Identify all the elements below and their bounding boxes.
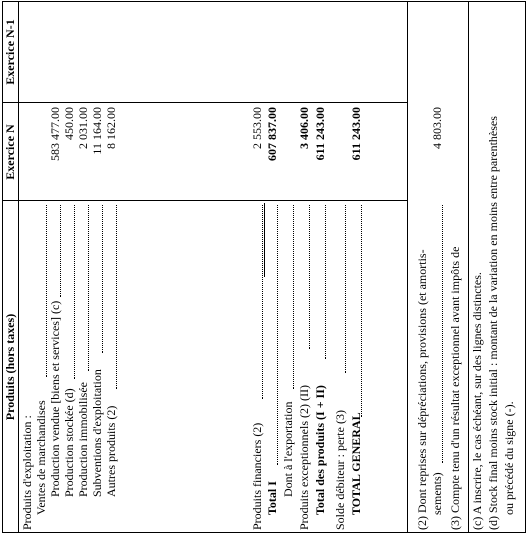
row-subventions: Subventions d'exploitation xyxy=(90,369,104,497)
note-d-line1: (d) Stock final moins stock initial : montant de la variation en moins entre parenthèses xyxy=(486,116,500,530)
value-financiers: 2 553.00 xyxy=(250,107,264,149)
value-autres: 8 162.00 xyxy=(104,107,118,149)
leader-dots xyxy=(262,205,263,399)
leader-dots xyxy=(361,205,362,417)
row-total-produits: Total des produits (I + II) xyxy=(313,385,327,515)
value-total-produits: 611 243.00 xyxy=(313,107,327,161)
value-prod-stockee: 450.00 xyxy=(62,107,76,140)
note-3: (3) Compte tenu d'un résultat exceptionnel avant impôts de xyxy=(448,246,462,530)
note-c: (c) A inscrire, le cas échéant, sur des lignes distinctes. xyxy=(470,272,484,530)
row-export: Dont à l'exportation xyxy=(281,401,295,497)
value-exceptionnels: 3 406.00 xyxy=(297,107,311,149)
notes-sub-divider xyxy=(468,1,469,533)
leader-dots xyxy=(102,205,103,353)
leader-dots xyxy=(277,205,278,465)
leader-dots xyxy=(60,205,61,297)
header-label: Produits (hors taxes) xyxy=(3,313,17,421)
row-solde: Solde débiteur : perte (3) xyxy=(333,410,347,530)
value-subventions: 11 164.00 xyxy=(90,107,104,155)
leader-dots xyxy=(345,205,346,373)
notes-divider xyxy=(407,1,408,533)
leader-dots xyxy=(325,205,326,359)
row-autres: Autres produits (2) xyxy=(104,405,118,497)
header-divider xyxy=(18,1,19,533)
leader-dots xyxy=(309,205,310,349)
row-prod-vendue: Production vendue [biens et services] (c) xyxy=(48,300,62,497)
row-financiers: Produits financiers (2) xyxy=(250,422,264,530)
leader-dots xyxy=(293,205,294,389)
leader-dots xyxy=(442,205,443,463)
note-2-line1: (2) Dont reprises sur dépréciations, provisions (et amortis- xyxy=(415,249,429,530)
row-prod-stockee: Production stockée (d) xyxy=(62,388,76,497)
value-total1: 607 837.00 xyxy=(265,107,279,161)
total1-line-top xyxy=(264,203,265,277)
leader-dots xyxy=(46,205,47,377)
note-d-line2: ou précédé du signe (-). xyxy=(502,401,516,515)
leader-dots xyxy=(74,205,75,379)
row-exceptionnels: Produits exceptionnels (2) (II) xyxy=(297,385,311,530)
column-divider-n1 xyxy=(2,102,407,103)
row-total1: Total I xyxy=(265,481,279,515)
leader-dots xyxy=(88,205,89,371)
value-prod-vendue: 583 477.00 xyxy=(48,107,62,161)
row-ventes: Ventes de marchandises xyxy=(34,400,48,515)
row-exploitation: Produits d'exploitation : xyxy=(20,415,34,530)
leader-dots xyxy=(116,205,117,389)
header-exercice-n1: Exercice N-1 xyxy=(3,19,17,85)
note-2-value: 4 803.00 xyxy=(430,107,444,149)
row-total-general: TOTAL GENERAL xyxy=(349,412,363,515)
note-2-line2: sements) xyxy=(430,472,444,515)
value-total-general: 611 243.00 xyxy=(349,107,363,161)
value-prod-immob: 2 031.00 xyxy=(76,107,90,149)
header-exercice-n: Exercice N xyxy=(3,124,17,180)
row-prod-immob: Production immobilisée xyxy=(76,382,90,497)
